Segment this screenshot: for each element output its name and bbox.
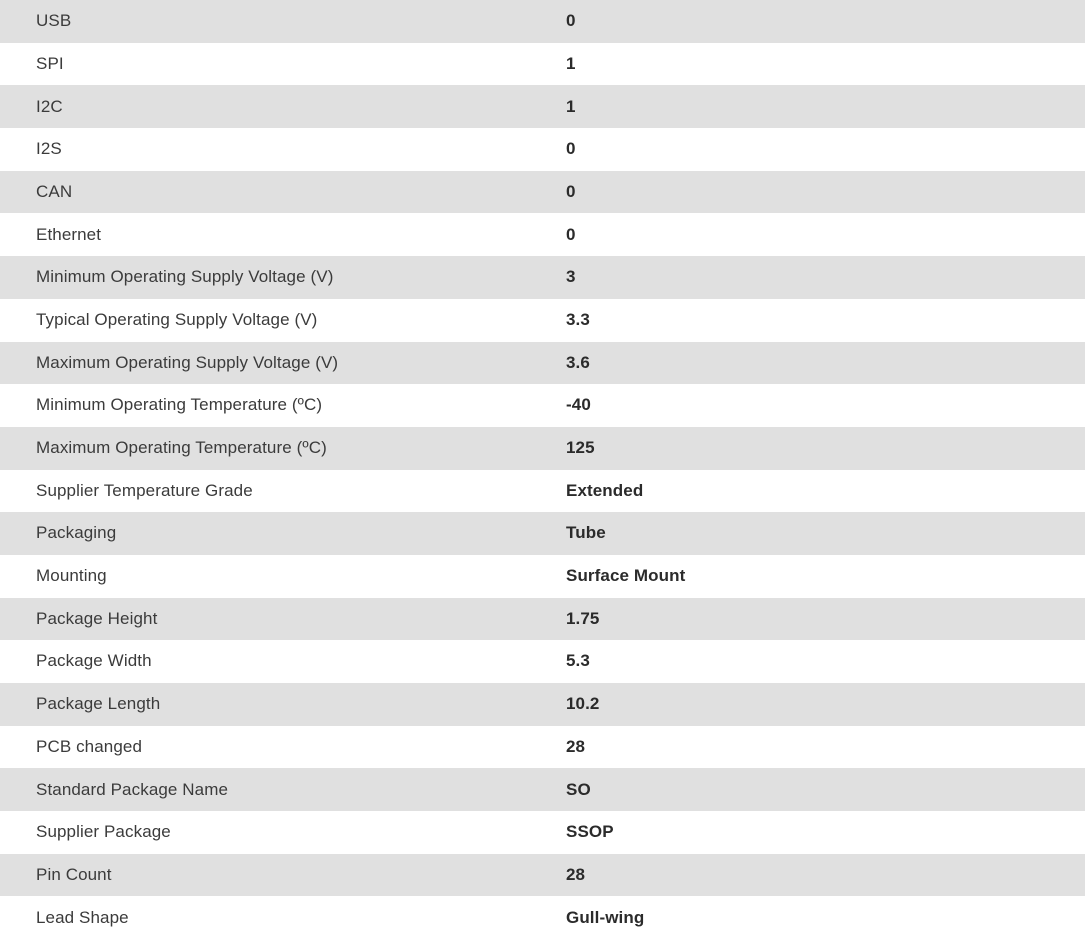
table-row: [0, 43, 1085, 86]
spec-value: 1.75: [566, 608, 600, 628]
table-row: [0, 811, 1085, 854]
spec-label: Package Length: [36, 694, 161, 714]
table-row: [0, 470, 1085, 513]
table-row: [0, 213, 1085, 256]
spec-value: 5.3: [566, 651, 590, 671]
table-row: [0, 299, 1085, 342]
spec-label: I2S: [36, 139, 62, 159]
spec-label: I2C: [36, 96, 63, 116]
spec-value: 125: [566, 438, 595, 458]
spec-value: Tube: [566, 523, 606, 543]
spec-value: Gull-wing: [566, 907, 645, 927]
table-row: [0, 171, 1085, 214]
spec-label: Package Width: [36, 651, 152, 671]
spec-label: Maximum Operating Supply Voltage (V): [36, 352, 339, 372]
spec-label: Typical Operating Supply Voltage (V): [36, 309, 318, 329]
table-row: [0, 598, 1085, 641]
table-row: [0, 896, 1085, 939]
spec-value: Extended: [566, 480, 644, 500]
spec-value: 28: [566, 736, 586, 756]
spec-label: Pin Count: [36, 864, 112, 884]
spec-value: SSOP: [566, 822, 614, 842]
spec-value: 0: [566, 181, 576, 201]
table-row: [0, 0, 1085, 43]
table-row: [0, 128, 1085, 171]
spec-value: SO: [566, 779, 591, 799]
spec-label: Maximum Operating Temperature (ºC): [36, 438, 327, 458]
table-row: [0, 85, 1085, 128]
table-row: [0, 726, 1085, 769]
spec-value: 28: [566, 864, 586, 884]
spec-label: Ethernet: [36, 224, 102, 244]
spec-label: Mounting: [36, 566, 107, 586]
spec-value: 3.3: [566, 309, 590, 329]
spec-value: 0: [566, 224, 576, 244]
table-row: [0, 342, 1085, 385]
spec-value: -40: [566, 395, 591, 415]
spec-label: USB: [36, 11, 72, 31]
spec-label: Lead Shape: [36, 907, 129, 927]
spec-value: 3: [566, 267, 576, 287]
spec-value: Surface Mount: [566, 566, 686, 586]
spec-label: Supplier Package: [36, 822, 171, 842]
spec-label: CAN: [36, 181, 73, 201]
table-row: [0, 512, 1085, 555]
spec-value: 1: [566, 53, 576, 73]
spec-value: 1: [566, 96, 576, 116]
table-row: [0, 555, 1085, 598]
table-row: [0, 683, 1085, 726]
table-row: [0, 256, 1085, 299]
spec-value: 0: [566, 139, 576, 159]
table-row: [0, 384, 1085, 427]
spec-label: SPI: [36, 53, 64, 73]
spec-label: Supplier Temperature Grade: [36, 480, 253, 500]
table-row: [0, 427, 1085, 470]
spec-value: 0: [566, 11, 576, 31]
spec-value: 10.2: [566, 694, 600, 714]
spec-label: Minimum Operating Temperature (ºC): [36, 395, 323, 415]
spec-label: PCB changed: [36, 736, 143, 756]
table-row: [0, 768, 1085, 811]
spec-label: Minimum Operating Supply Voltage (V): [36, 267, 334, 287]
spec-label: Package Height: [36, 608, 158, 628]
spec-label: Standard Package Name: [36, 779, 229, 799]
spec-label: Packaging: [36, 523, 117, 543]
table-row: [0, 640, 1085, 683]
spec-value: 3.6: [566, 352, 590, 372]
table-row: [0, 854, 1085, 897]
